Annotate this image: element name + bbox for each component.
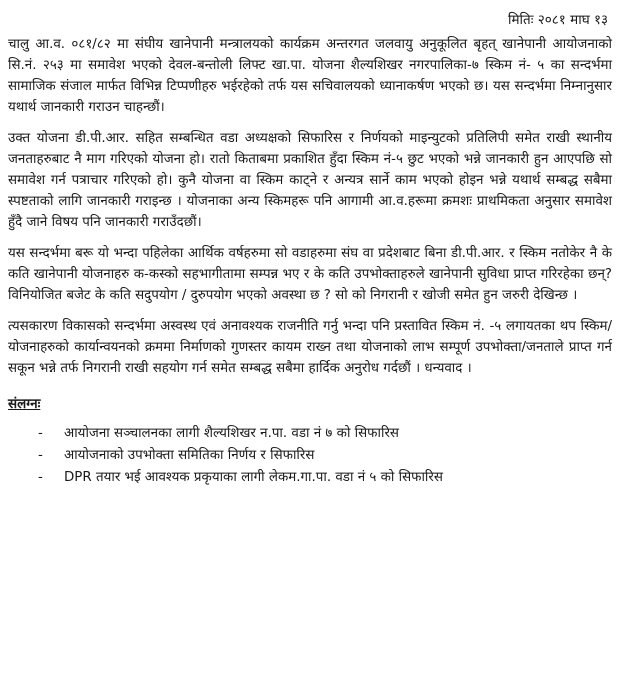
attachment-text: DPR तयार भई आवश्यक प्रकृयाका लागी लेकम.गा.पा. वडा नं ५ को सिफारिस <box>64 470 443 485</box>
attachment-item <box>38 423 612 445</box>
bullet-dash: - <box>38 448 43 463</box>
paragraph-clarification: उक्त योजना डी.पी.आर. सहित सम्बन्धित वडा अध्यक्षको सिफारिस र निर्णयको माइन्युटको प्रतिलिपी समेत राखी स्थानीय जनताहरुबाट नै माग गरिएको योजना हो। रातो किताबमा प्रकाशित हुँदा स्किम नं-५ छुट भएको भन्ने जानकारी हुन आएपछि सो समावेश गर्न पत्राचार गरिएको हो। कुनै योजना वा स्किम काट्ने र अन्यत्र सार्ने काम भएको होइन भन्ने यथार्थ सम्बद्ध सबैमा स्पष्टताको लागि जानकारी गराइन्छ । योजनाका अन्य स्किमहरू पनि आगामी आ.व.हरूमा क्रमशः प्राथमिकता अनुसार समावेश हुँदै जाने विषय पनि जानकारी गराउँदछौं। <box>8 131 612 230</box>
letter-date: मितिः २०८१ माघ १३ <box>507 12 608 28</box>
attachments-heading: संलग्नः <box>8 396 41 412</box>
attachment-text: आयोजनाको उपभोक्ता समितिका निर्णय र सिफारिस <box>64 448 315 463</box>
bullet-dash: - <box>38 426 43 441</box>
bullet-dash: - <box>38 470 43 485</box>
paragraph-request: त्यसकारण विकासको सन्दर्भमा अस्वस्थ एवं अनावश्यक राजनीति गर्नु भन्दा पनि प्रस्तावित स्किम नं. -५ लगायतका थप स्किम/योजनाहरुको कार्यान्वयनको क्रममा निर्माणको गुणस्तर कायम राख्न तथा योजनाको लाभ सम्पूर्ण उपभोक्ता/जनताले प्राप्त गर्न सकून भन्ने तर्फ निगरानी राखी सहयोग गर्न समेत सम्बद्ध सबैमा हार्दिक अनुरोध गर्दछौं । धन्यवाद । <box>8 319 612 376</box>
attachments-list <box>8 423 612 489</box>
attachment-item <box>38 467 612 489</box>
attachment-item <box>38 445 612 467</box>
attachment-text: आयोजना सञ्चालनका लागी शैल्यशिखर न.पा. वडा नं ७ को सिफारिस <box>64 426 399 441</box>
paragraph-intro: चालु आ.व. ०८१/८२ मा संघीय खानेपानी मन्त्रालयको कार्यक्रम अन्तरगत जलवायु अनुकूलित बृहत् खानेपानी आयोजनाको सि.नं. २५३ मा समावेश भएको देवल-बन्तोली लिफ्ट खा.पा. योजना शैल्यशिखर नगरपालिका-७ स्किम नं- ५ का सन्दर्भमा सामाजिक संजाल मार्फत विभिन्न टिप्पणीहरु भईरहेको तर्फ यस सचिवालयको ध्यानाकर्षण भएको छ। यस सन्दर्भमा निम्नानुसार यथार्थ जानकारी गराउन चाहन्छौं। <box>8 37 612 115</box>
paragraph-previous-years: यस सन्दर्भमा बरू यो भन्दा पहिलेका आर्थिक वर्षहरुमा सो वडाहरुमा संघ वा प्रदेशबाट बिना डी.पी.आर. र स्किम नतोकेर नै के कति खानेपानी योजनाहरु क-कस्को सहभागीतामा सम्पन्न भए र के कति उपभोक्ताहरुले खानेपानी सुविधा प्राप्त गरिरहेका छन्? विनियोजित बजेट के कति सदुपयोग / दुरुपयोग भएको अवस्था छ ? सो को निगरानी र खोजी समेत हुन जरुरी देखिन्छ । <box>8 246 612 303</box>
